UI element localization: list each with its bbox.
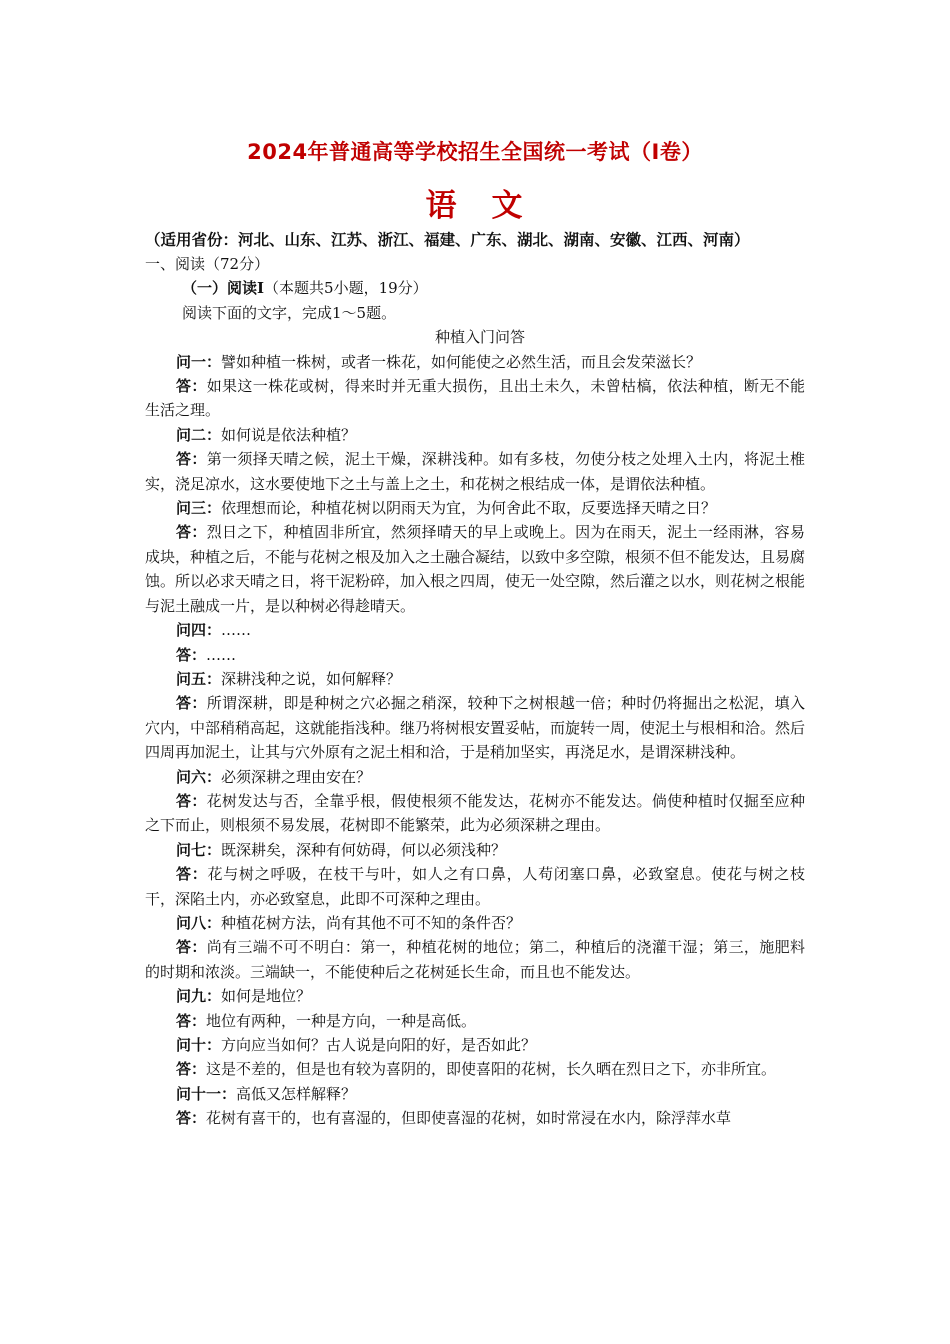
question-paragraph [145,1033,805,1057]
qa-label: 问八： [176,913,222,932]
qa-label: 问四： [176,621,222,640]
qa-label: 答： [176,377,207,396]
answer-paragraph [145,447,805,496]
qa-label: 答： [176,450,207,469]
question-paragraph [145,1082,805,1106]
qa-text: 如何说是依法种植？ [221,425,357,444]
qa-text: 这是不差的，但是也有较为喜阴的，即使喜阳的花树，长久晒在烈日之下，亦非所宜。 [206,1060,777,1079]
answer-paragraph [145,862,805,911]
answer-paragraph [145,789,805,838]
qa-text: 方向应当如何？古人说是向阳的好，是否如此？ [221,1036,537,1054]
qa-text: 所谓深耕，即是种树之穴必掘之稍深，较种下之树根越一倍；种时仍将掘出之松泥，填入穴内，中部稍稍高起，这就能指浅种。继乃将树根安置妥帖，而旋转一周，使泥土与根相和洽。然后四周再加泥土，让其与穴外原有之泥土相和洽，于是稍加坚实，再浇足水，是谓深耕浅种。 [145,694,806,762]
qa-text: 花树有喜干的，也有喜湿的，但即使喜湿的花树，如时常浸在水内，除浮萍水草 [206,1109,732,1128]
qa-label: 答： [176,938,207,957]
question-paragraph [145,423,805,447]
qa-label: 问十一： [176,1084,237,1103]
question-paragraph [145,667,805,691]
qa-label: 问二： [176,425,222,444]
exam-content [145,252,805,1131]
qa-text: 既深耕矣，深种有何妨碍，何以必须浅种？ [221,840,507,859]
qa-list [145,350,805,1131]
qa-label: 问三： [176,499,222,518]
qa-text: 依理想而论，种植花树以阴雨天为宜，为何舍此不取，反要选择天晴之日？ [221,499,717,518]
qa-label: 答： [176,694,207,713]
qa-label: 问七： [176,840,222,859]
qa-text: 如果这一株花或树，得来时并无重大损伤，且出土未久，未曾枯槁，依法种植，断无不能生活之理。 [145,377,805,420]
qa-text: …… [206,645,237,664]
qa-text: 高低又怎样解释？ [236,1084,357,1103]
qa-label: 答： [176,523,207,542]
qa-text: …… [221,621,252,640]
answer-paragraph [145,643,805,667]
answer-paragraph [145,374,805,423]
qa-text: 尚有三端不可不明白：第一，种植花树的地位；第二，种植后的浇灌干湿；第三，施肥料的时期和浓淡。三端缺一，不能使种后之花树延长生命，而且也不能发达。 [145,938,805,981]
question-paragraph [145,496,805,520]
qa-label: 问十： [176,1036,222,1054]
qa-label: 答： [176,645,207,664]
qa-label: 答： [176,1109,207,1128]
reading-part-heading: （一）阅读Ⅰ（本题共5小题，19分） [182,279,428,298]
applicable-provinces: （适用省份：河北、山东、江苏、浙江、福建、广东、湖北、湖南、安徽、江西、河南） [145,230,750,249]
qa-label: 问五： [176,669,222,688]
question-paragraph [145,350,805,374]
answer-paragraph [145,1106,805,1130]
qa-label: 答： [176,865,208,884]
qa-label: 问一： [176,352,222,371]
qa-label: 问六： [176,767,222,786]
answer-paragraph [145,1009,805,1033]
qa-label: 问九： [176,987,222,1006]
answer-paragraph [145,520,805,618]
qa-text: 地位有两种，一种是方向，一种是高低。 [206,1011,477,1030]
qa-text: 如何是地位？ [221,987,312,1006]
qa-text: 第一须择天晴之候，泥土干燥，深耕浅种。如有多枝，勿使分枝之处埋入土内，将泥土椎实，浇足凉水，这水要使地下之土与盖上之土，和花树之根结成一体，是谓依法种植。 [145,450,805,493]
question-paragraph [145,984,805,1008]
qa-text: 花与树之呼吸，在枝干与叶，如人之有口鼻，人苟闭塞口鼻，必致窒息。使花与树之枝干，深陷土内，亦必致窒息，此即不可深种之理由。 [145,865,805,908]
question-paragraph [145,838,805,862]
qa-label: 答： [176,1060,207,1079]
answer-paragraph [145,1057,805,1081]
question-paragraph [145,765,805,789]
question-paragraph [145,618,805,642]
qa-text: 花树发达与否，全靠乎根，假使根须不能发达，花树亦不能发达。倘使种植时仅掘至应种之下而止，则根须不易发展，花树即不能繁荣，此为必须深耕之理由。 [145,791,805,835]
article-title: 种植入门问答 [434,328,525,347]
subject-title: 语 文 [425,188,525,224]
exam-title: 2024年普通高等学校招生全国统一考试（Ⅰ卷） [247,140,703,164]
qa-text: 必须深耕之理由安在？ [221,767,372,786]
qa-text: 譬如种植一株树，或者一株花，如何能使之必然生活，而且会发荣滋长？ [221,352,702,371]
section-heading: 一、阅读（72分） [145,255,270,273]
qa-text: 深耕浅种之说，如何解释？ [221,669,402,688]
qa-label: 答： [176,1011,207,1030]
qa-label: 答： [176,791,207,810]
answer-paragraph [145,935,805,984]
reading-instruction: 阅读下面的文字，完成1～5题。 [182,303,397,322]
qa-text: 种植花树方法，尚有其他不可不知的条件否？ [221,913,522,932]
qa-text: 烈日之下，种植固非所宜，然须择晴天的早上或晚上。因为在雨天，泥土一经雨淋，容易成块，种植之后，不能与花树之根及加入之土融合凝结，以致中多空隙，根须不但不能发达，且易腐蚀。所以必求天晴之日，将干泥粉碎，加入根之四周，使无一处空隙，然后灌之以水，则花树之根能与泥土融成一片，是以种树必得趁晴天。 [145,523,806,615]
question-paragraph [145,911,805,935]
answer-paragraph [145,691,805,764]
